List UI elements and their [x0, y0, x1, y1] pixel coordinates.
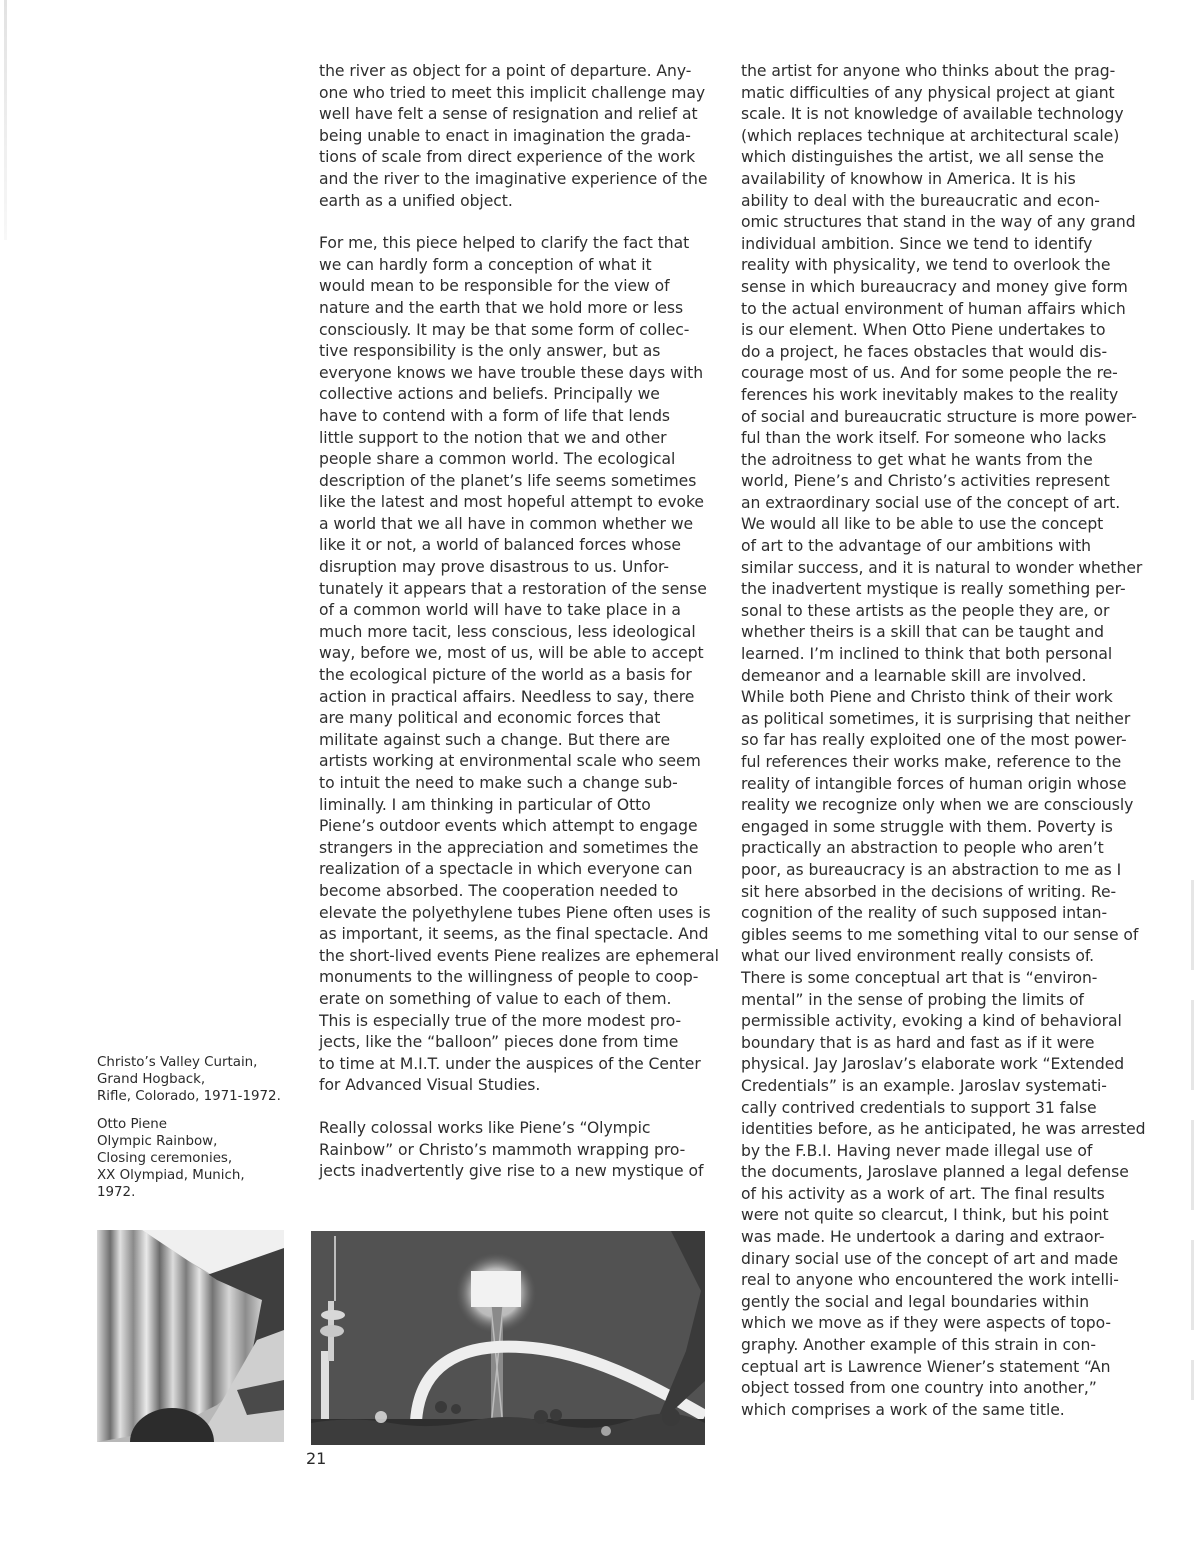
text-line: disruption may prove disastrous to us. Unfor-: [319, 558, 669, 577]
text-line: is our element. When Otto Piene undertakes to: [741, 321, 1106, 340]
text-line: Credentials” is an example. Jaroslav systemati-: [741, 1076, 1107, 1095]
text-line: availability of knowhow in America. It is his: [741, 169, 1076, 188]
text-line: would mean to be responsible for the view of: [319, 277, 670, 296]
text-line: elevate the polyethylene tubes Piene often uses is: [319, 903, 711, 922]
text-line: an extraordinary social use of the concept of art.: [741, 493, 1121, 512]
text-line: engaged in some struggle with them. Poverty is: [741, 817, 1113, 836]
scan-edge-left: [4, 0, 7, 240]
text-line: of his activity as a work of art. The final results: [741, 1184, 1105, 1203]
text-line: what our lived environment really consists of.: [741, 947, 1095, 966]
text-line: This is especially true of the more modest pro-: [319, 1011, 682, 1030]
text-line: tions of scale from direct experience of the work: [319, 148, 696, 167]
text-line: ful than the work itself. For someone who lacks: [741, 429, 1107, 448]
valley-curtain-photo: [97, 1230, 284, 1442]
text-line: and the river to the imaginative experience of the: [319, 169, 708, 188]
text-line: the inadvertent mystique is really something per-: [741, 580, 1126, 599]
text-line: as important, it seems, as the final spectacle. And: [319, 925, 709, 944]
caption-line: Grand Hogback,: [97, 1072, 206, 1088]
scan-edge-right: [1191, 880, 1194, 1400]
text-line: a world that we all have in common whether we: [319, 514, 694, 533]
text-line: omic structures that stand in the way of any grand: [741, 213, 1136, 232]
caption-line: Rifle, Colorado, 1971-1972.: [97, 1089, 281, 1105]
text-line: Piene’s outdoor events which attempt to engage: [319, 817, 698, 836]
text-line: real to anyone who encountered the work intelli-: [741, 1271, 1119, 1290]
text-line: the documents, Jaroslave planned a legal defense: [741, 1163, 1129, 1182]
text-line: poor, as bureaucracy is an abstraction to me as I: [741, 860, 1122, 879]
caption-line: Otto Piene: [97, 1116, 167, 1132]
text-line: Rainbow” or Christo’s mammoth wrapping pro-: [319, 1140, 686, 1159]
text-line: jects inadvertently give rise to a new mystique of: [319, 1162, 704, 1181]
text-line: do a project, he faces obstacles that would dis-: [741, 342, 1108, 361]
text-line: liminally. I am thinking in particular of Otto: [319, 795, 651, 814]
text-line: the adroitness to get what he wants from the: [741, 450, 1093, 469]
caption-valley-curtain: [97, 1054, 297, 1106]
text-line: tive responsibility is the only answer, but as: [319, 342, 661, 361]
text-line: learned. I’m inclined to think that both personal: [741, 645, 1113, 664]
text-line: Really colossal works like Piene’s “Olympic: [319, 1118, 651, 1137]
text-column-right: [741, 61, 1151, 1421]
text-line: militate against such a change. But there are: [319, 730, 671, 749]
text-line: of art to the advantage of our ambitions with: [741, 537, 1091, 556]
text-line: boundary that is as hard and fast as if it were: [741, 1033, 1095, 1052]
text-line: of a common world will have to take place in a: [319, 601, 681, 620]
text-line: ferences his work inevitably makes to the reality: [741, 385, 1119, 404]
text-line: which comprises a work of the same title.: [741, 1400, 1065, 1419]
text-line: little support to the notion that we and other: [319, 428, 667, 447]
text-line: erate on something of value to each of them.: [319, 989, 672, 1008]
olympic-rainbow-photo: [311, 1231, 705, 1445]
text-line: as political sometimes, it is surprising that neither: [741, 709, 1131, 728]
text-line: While both Piene and Christo think of their work: [741, 688, 1113, 707]
text-line: scale. It is not knowledge of available technology: [741, 105, 1124, 124]
text-line: nature and the earth that we hold more or less: [319, 298, 684, 317]
text-line: monuments to the willingness of people to coop-: [319, 968, 699, 987]
curtain-image-icon: [97, 1230, 284, 1442]
text-line: like it or not, a world of balanced forces whose: [319, 536, 681, 555]
text-line: ceptual art is Lawrence Wiener’s statement “An: [741, 1357, 1111, 1376]
text-line: reality we recognize only when we are consciously: [741, 796, 1134, 815]
text-line: were not quite so clearcut, I think, but his point: [741, 1206, 1109, 1225]
text-line: sense in which bureaucracy and money give form: [741, 277, 1128, 296]
text-line: collective actions and beliefs. Principally we: [319, 385, 660, 404]
text-line: matic difficulties of any physical project at giant: [741, 83, 1115, 102]
paragraph: [319, 233, 719, 1097]
text-line: demeanor and a learnable skill are involved.: [741, 666, 1087, 685]
text-line: artists working at environmental scale who seem: [319, 752, 701, 771]
paragraph: [319, 61, 719, 212]
text-line: of social and bureaucratic structure is more power-: [741, 407, 1137, 426]
text-line: There is some conceptual art that is “environ-: [741, 968, 1098, 987]
rainbow-image-icon: [311, 1231, 705, 1445]
text-line: cally contrived credentials to support 31 false: [741, 1098, 1097, 1117]
text-line: the artist for anyone who thinks about the prag-: [741, 62, 1116, 80]
page-number: 21: [306, 1449, 327, 1468]
text-line: identities before, as he anticipated, he was arrested: [741, 1120, 1146, 1139]
text-line: For me, this piece helped to clarify the fact that: [319, 234, 690, 253]
text-line: physical. Jay Jaroslav’s elaborate work “Extended: [741, 1055, 1125, 1074]
text-line: action in practical affairs. Needless to say, there: [319, 687, 695, 706]
text-line: gently the social and legal boundaries within: [741, 1292, 1090, 1311]
caption-line: XX Olympiad, Munich,: [97, 1168, 245, 1184]
text-line: cognition of the reality of such supposed intan-: [741, 904, 1108, 923]
text-line: the ecological picture of the world as a basis for: [319, 666, 692, 685]
caption-line: Olympic Rainbow,: [97, 1133, 218, 1149]
text-line: to intuit the need to make such a change sub-: [319, 774, 678, 792]
text-line: people share a common world. The ecological: [319, 450, 676, 469]
text-line: world, Piene’s and Christo’s activities represent: [741, 472, 1110, 491]
text-line: jects, like the “balloon” pieces done from time: [319, 1033, 679, 1052]
text-line: reality of intangible forces of human origin whose: [741, 774, 1127, 793]
text-line: the river as object for a point of departure. Any-: [319, 62, 692, 80]
text-line: courage most of us. And for some people the re-: [741, 364, 1118, 383]
text-line: sit here absorbed in the decisions of writing. Re-: [741, 882, 1117, 901]
text-line: one who tried to meet this implicit challenge may: [319, 83, 706, 102]
text-line: dinary social use of the concept of art and made: [741, 1249, 1119, 1268]
text-line: consciously. It may be that some form of collec-: [319, 320, 690, 339]
text-line: object tossed from one country into another,”: [741, 1379, 1097, 1398]
text-line: was made. He undertook a daring and extraor-: [741, 1228, 1105, 1247]
text-line: realization of a spectacle in which everyone can: [319, 860, 693, 879]
text-line: way, before we, most of us, will be able to accept: [319, 644, 704, 663]
text-column-middle: [319, 61, 719, 1183]
text-line: become absorbed. The cooperation needed to: [319, 881, 679, 900]
text-line: we can hardly form a conception of what it: [319, 255, 652, 274]
text-line: (which replaces technique at architectural scale): [741, 126, 1120, 145]
text-line: sonal to these artists as the people they are, or: [741, 601, 1110, 620]
text-line: graphy. Another example of this strain in con-: [741, 1336, 1096, 1355]
text-line: practically an abstraction to people who aren’t: [741, 839, 1104, 858]
text-line: the short-lived events Piene realizes are ephemeral: [319, 946, 719, 965]
figure-captions: [97, 1054, 297, 1212]
text-line: for Advanced Visual Studies.: [319, 1076, 541, 1095]
text-line: like the latest and most hopeful attempt to evoke: [319, 493, 704, 512]
text-line: mental” in the sense of probing the limits of: [741, 990, 1084, 1009]
text-line: ful references their works make, reference to the: [741, 753, 1122, 771]
text-line: have to contend with a form of life that lends: [319, 406, 670, 425]
text-line: earth as a unified object.: [319, 191, 513, 210]
text-line: reality with physicality, we tend to overlook the: [741, 256, 1111, 275]
text-line: are many political and economic forces that: [319, 709, 661, 728]
caption-line: Closing ceremonies,: [97, 1151, 233, 1167]
text-line: to time at M.I.T. under the auspices of the Center: [319, 1054, 701, 1073]
text-line: being unable to enact in imagination the grada-: [319, 126, 691, 145]
paragraph: [319, 1118, 719, 1183]
text-line: everyone knows we have trouble these days with: [319, 363, 704, 382]
text-line: gibles seems to me something vital to our sense of: [741, 925, 1139, 944]
text-line: We would all like to be able to use the concept: [741, 515, 1104, 534]
paragraph: [741, 61, 1151, 1421]
text-line: ability to deal with the bureaucratic and econ-: [741, 191, 1100, 210]
text-line: individual ambition. Since we tend to identify: [741, 234, 1093, 253]
text-line: by the F.B.I. Having never made illegal use of: [741, 1141, 1093, 1160]
text-line: similar success, and it is natural to wonder whether: [741, 558, 1143, 577]
text-line: well have felt a sense of resignation and relief at: [319, 105, 698, 124]
text-line: much more tacit, less conscious, less ideological: [319, 622, 696, 641]
text-line: description of the planet’s life seems sometimes: [319, 471, 697, 490]
text-line: so far has really exploited one of the most power-: [741, 731, 1127, 750]
caption-line: 1972.: [97, 1185, 136, 1201]
text-line: strangers in the appreciation and sometimes the: [319, 838, 699, 857]
text-line: whether theirs is a skill that can be taught and: [741, 623, 1105, 642]
text-line: which we move as if they were aspects of topo-: [741, 1314, 1111, 1333]
caption-line: Christo’s Valley Curtain,: [97, 1055, 258, 1070]
caption-olympic-rainbow: [97, 1116, 297, 1202]
text-line: which distinguishes the artist, we all sense the: [741, 148, 1104, 167]
text-line: to the actual environment of human affairs which: [741, 299, 1126, 318]
text-line: tunately it appears that a restoration of the sense: [319, 579, 707, 598]
text-line: permissible activity, evoking a kind of behavioral: [741, 1012, 1122, 1031]
